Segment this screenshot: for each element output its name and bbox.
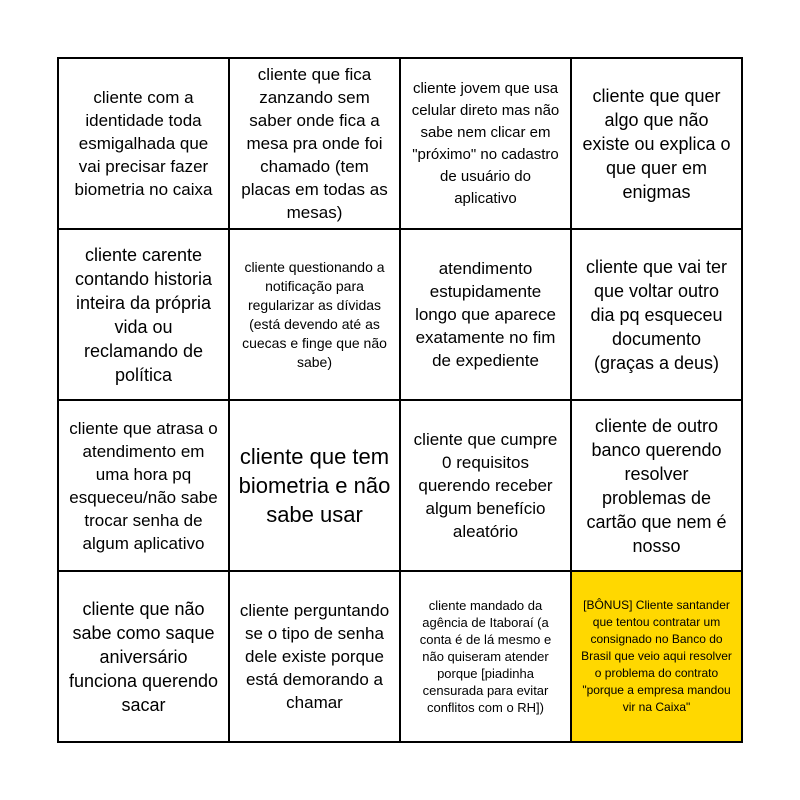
bingo-cell-text: atendimento estupidamente longo que aparece exatamente no fim de expediente bbox=[415, 259, 556, 370]
bingo-cell-r4c2[interactable] bbox=[230, 572, 401, 743]
bingo-cell-r2c4[interactable] bbox=[572, 230, 743, 401]
bingo-cell-text: cliente de outro banco querendo resolver problemas de cartão que nem é nosso bbox=[586, 415, 727, 556]
bingo-cell-text: cliente que atrasa o atendimento em uma hora pq esqueceu/não sabe trocar senha de algum aplicativo bbox=[69, 418, 218, 553]
bingo-cell-r1c2[interactable] bbox=[230, 59, 401, 230]
bingo-cell-r4c1[interactable] bbox=[59, 572, 230, 743]
bingo-cell-r1c3[interactable] bbox=[401, 59, 572, 230]
bingo-cell-r2c2[interactable] bbox=[230, 230, 401, 401]
bingo-cell-r3c4[interactable] bbox=[572, 401, 743, 572]
bingo-cell-text: cliente que cumpre 0 requisitos querendo receber algum benefício aleatório bbox=[413, 430, 558, 541]
bingo-cell-text: cliente mandado da agência de Itaboraí (a conta é de lá mesmo e não quiseram atender porque [piadinha censurada para evitar conflitos com o RH]) bbox=[419, 598, 552, 715]
bingo-cell-r4c3[interactable] bbox=[401, 572, 572, 743]
bingo-cell-text: cliente com a identidade toda esmigalhada que vai precisar fazer biometria no caixa bbox=[74, 88, 213, 199]
bingo-cell-text: [BÔNUS] Cliente santander que tentou contratar um consignado no Banco do Brasil que veio aqui resolver o problema do contrato "porque a empresa mandou vir na Caixa" bbox=[581, 598, 732, 714]
bingo-cell-r1c1[interactable] bbox=[59, 59, 230, 230]
bingo-cell-r3c1[interactable] bbox=[59, 401, 230, 572]
bingo-cell-bonus[interactable] bbox=[572, 572, 743, 743]
bingo-cell-text: cliente que não sabe como saque aniversário funciona querendo sacar bbox=[68, 598, 219, 715]
bingo-cell-r2c1[interactable] bbox=[59, 230, 230, 401]
bingo-cell-text: cliente perguntando se o tipo de senha dele existe porque está demorando a chamar bbox=[239, 601, 390, 712]
bingo-cell-text: cliente questionando a notificação para regularizar as dívidas (está devendo até as cuecas e finge que não sabe) bbox=[242, 258, 387, 370]
bingo-cell-r3c3[interactable] bbox=[401, 401, 572, 572]
bingo-cell-text: cliente que quer algo que não existe ou explica o que quer em enigmas bbox=[582, 85, 731, 202]
bingo-cell-text: cliente que tem biometria e não sabe usar bbox=[238, 444, 391, 527]
bingo-cell-r3c2[interactable] bbox=[230, 401, 401, 572]
bingo-cell-text: cliente jovem que usa celular direto mas não sabe nem clicar em "próximo" no cadastro de usuário do aplicativo bbox=[411, 79, 560, 207]
bingo-board bbox=[57, 57, 743, 743]
bingo-cell-r1c4[interactable] bbox=[572, 59, 743, 230]
bingo-cell-text: cliente que vai ter que voltar outro dia pq esqueceu documento (graças a deus) bbox=[585, 256, 728, 373]
bingo-cell-text: cliente carente contando historia inteira da própria vida ou reclamando de política bbox=[74, 244, 213, 385]
bingo-cell-r2c3[interactable] bbox=[401, 230, 572, 401]
bingo-cell-text: cliente que fica zanzando sem saber onde fica a mesa pra onde foi chamado (tem placas em todas as mesas) bbox=[241, 65, 388, 222]
